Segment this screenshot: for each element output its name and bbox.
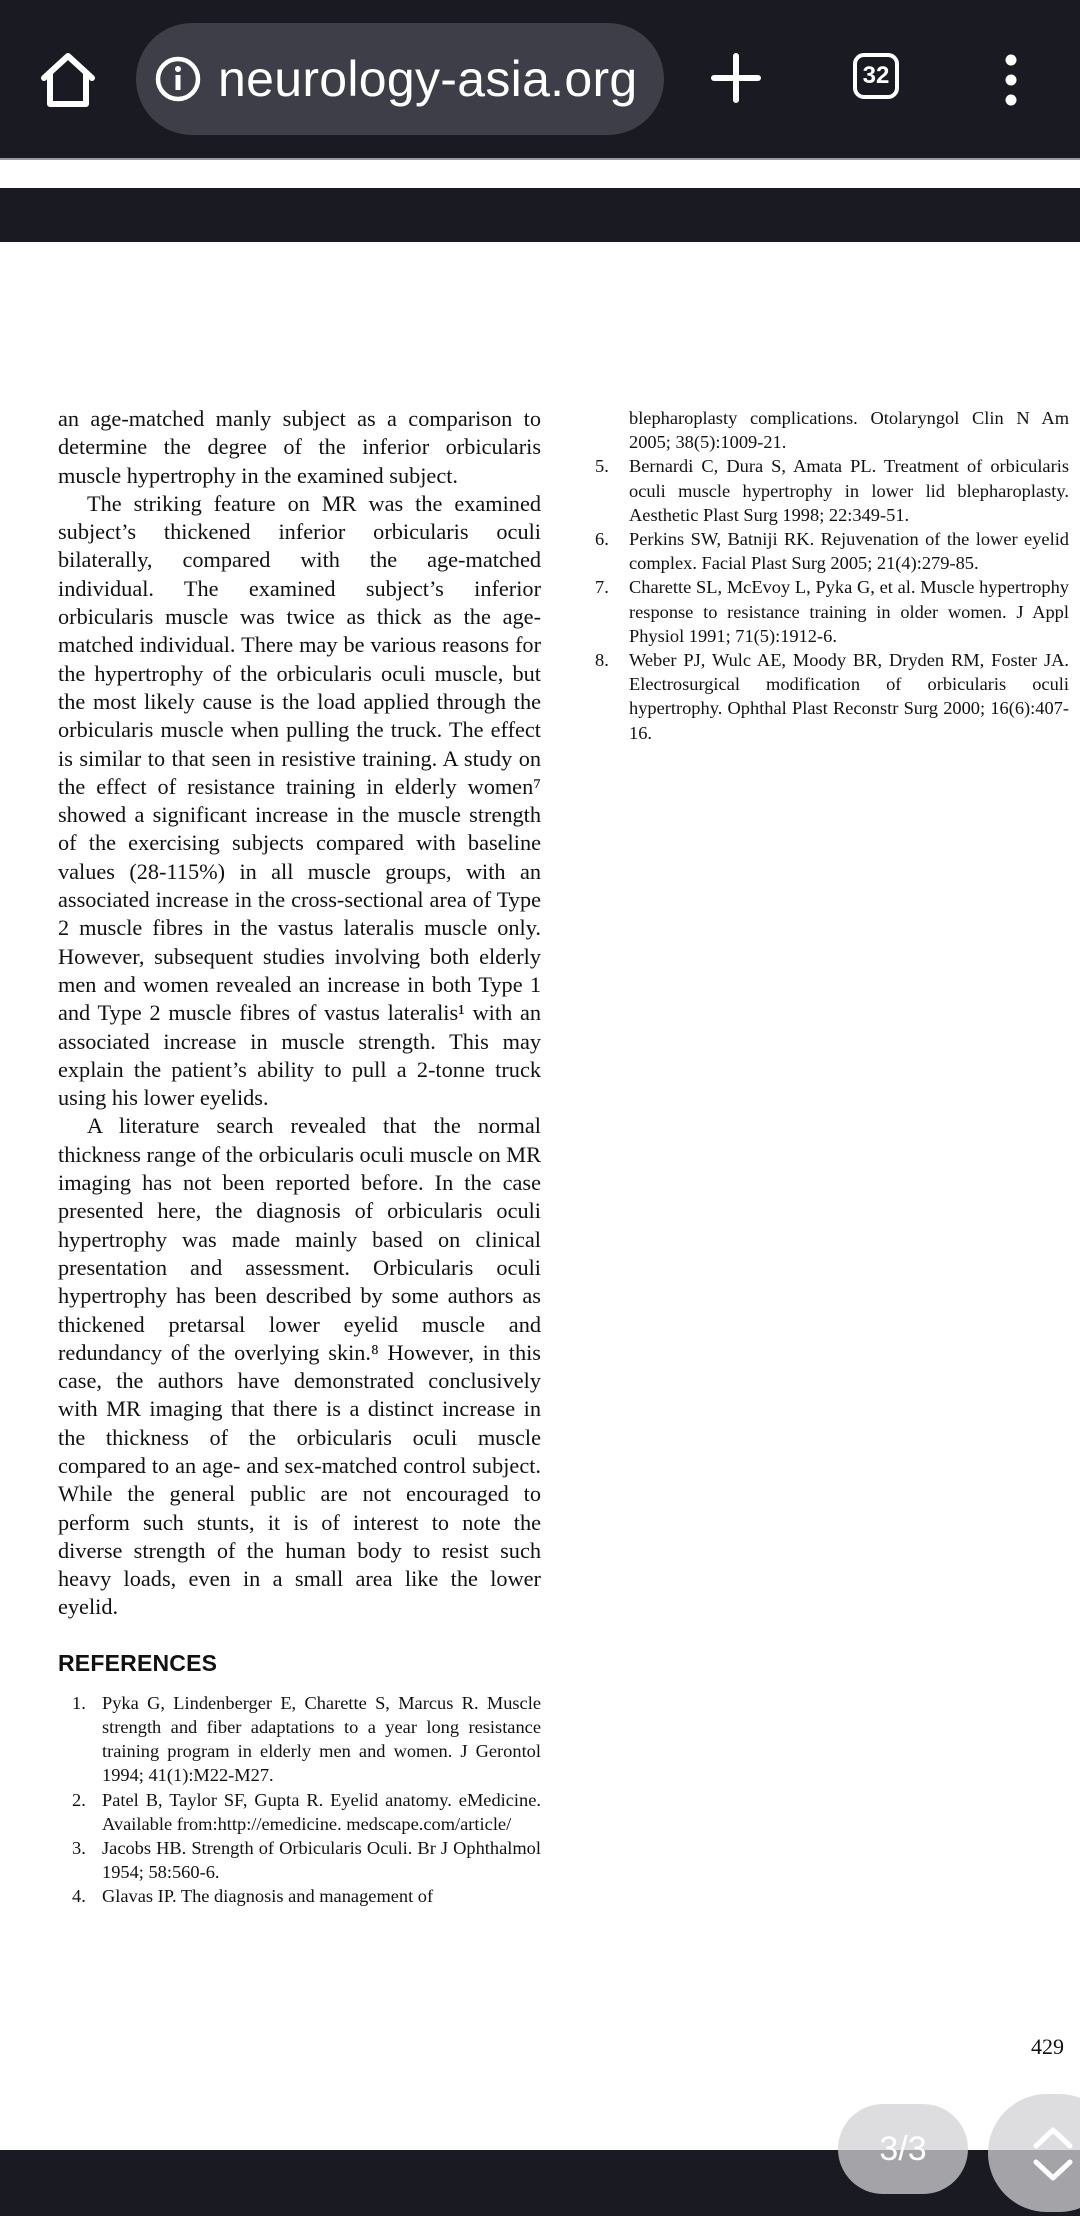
reference-item bbox=[595, 648, 1069, 745]
references-list-continued bbox=[595, 406, 1069, 745]
browser-toolbar bbox=[0, 0, 1080, 158]
reference-number: 3. bbox=[72, 1837, 86, 1858]
article-paragraph: A literature search revealed that the normal thickness range of the orbicularis oculi muscle on MR imaging has not been reported before. In the case presented here, the diagnosis of orbicularis oculi hypertrophy was made mainly based on clinical presentation and assessment. Orbicularis oculi hypertrophy has been described by some authors as thickened pretarsal lower eyelid muscle and redundancy of the overlying skin.⁸ However, in this case, the authors have demonstrated conclusively with MR imaging that there is a distinct increase in the thickness of the orbicularis oculi muscle compared to an age- and sex-matched control subject. While the general public are not encouraged to perform such stunts, it is of interest to note the diverse strength of the human body to resist such heavy loads, even in a small area like the lower eyelid. bbox=[58, 1113, 541, 1620]
page-header-band bbox=[0, 188, 1080, 242]
menu-icon[interactable] bbox=[996, 54, 1026, 106]
references-list bbox=[58, 1691, 541, 1909]
info-icon[interactable] bbox=[154, 55, 202, 103]
reference-number: 5. bbox=[595, 456, 609, 477]
reference-number: 1. bbox=[72, 1692, 86, 1713]
reference-text: Perkins SW, Batniji RK. Rejuvenation of the lower eyelid complex. Facial Plast Surg 2005; 21(4):279-85. bbox=[629, 529, 1069, 574]
reference-number: 7. bbox=[595, 577, 609, 598]
reference-item bbox=[595, 527, 1069, 575]
references-heading: REFERENCES bbox=[58, 1649, 218, 1676]
article-right-column bbox=[595, 406, 1069, 745]
url-text[interactable]: neurology-asia.org bbox=[218, 51, 638, 107]
reference-item bbox=[58, 1836, 541, 1884]
reference-number: 4. bbox=[72, 1886, 86, 1907]
toolbar-divider bbox=[0, 158, 1080, 188]
reference-text: Pyka G, Lindenberger E, Charette S, Marcus R. Muscle strength and fiber adaptations to a year long resistance training program in elderly men and women. J Gerontol 1994; 41(1):M22-M27. bbox=[102, 1692, 541, 1786]
reference-text: Glavas IP. The diagnosis and management of bbox=[102, 1886, 434, 1907]
article-paragraph: The striking feature on MR was the examined subject’s thickened inferior orbicularis oculi bilaterally, compared with the age-matched individual. The examined subject’s inferior orbicularis muscle was twice as thick as the age-matched individual. There may be various reasons for the hypertrophy of the orbicularis oculi muscle, but the most likely cause is the load applied through the orbicularis muscle when pulling the truck. The effect is similar to that seen in resistive training. A study on the effect of resistance training in elderly women⁷ showed a significant increase in the muscle strength of the exercising subjects compared with baseline values (28-115%) in all muscle groups, with an associated increase in the cross-sectional area of Type 2 muscle fibres in the vastus lateralis muscle only. However, subsequent studies involving both elderly men and women revealed an increase in both Type 1 and Type 2 muscle fibres of vastus lateralis¹ with an associated increase in muscle strength. This may explain the patient’s ability to pull a 2-tonne truck using his lower eyelids. bbox=[58, 490, 541, 1111]
reference-text: Bernardi C, Dura S, Amata PL. Treatment of orbicularis oculi muscle hypertrophy in lower lid blepharoplasty. Aesthetic Plast Surg 1998; 22:349-51. bbox=[629, 456, 1069, 525]
page-indicator: 3/3 bbox=[838, 2104, 968, 2194]
reference-text: Jacobs HB. Strength of Orbicularis Oculi. Br J Ophthalmol 1954; 58:560-6. bbox=[102, 1837, 541, 1883]
toolbar-divider-line bbox=[0, 158, 1080, 160]
article-paragraph: an age-matched manly subject as a comparison to determine the degree of the inferior orbicularis muscle hypertrophy in the examined subject. bbox=[58, 406, 541, 488]
tabs-icon[interactable] bbox=[853, 53, 899, 99]
home-icon[interactable] bbox=[36, 48, 100, 112]
reference-continuation bbox=[595, 406, 1069, 454]
tab-count: 32 bbox=[862, 62, 890, 89]
reference-text: Patel B, Taylor SF, Gupta R. Eyelid anatomy. eMedicine. Available from:http://emedicine. medscape.com/article/ bbox=[102, 1789, 541, 1834]
page-number: 429 bbox=[1031, 2034, 1064, 2059]
reference-item bbox=[58, 1884, 541, 1908]
reference-number: 6. bbox=[595, 529, 609, 550]
plus-icon[interactable] bbox=[710, 52, 762, 104]
chevron-up-down-icon bbox=[1030, 2124, 1076, 2184]
address-bar[interactable] bbox=[136, 23, 664, 135]
reference-text: blepharoplasty complications. Otolaryngol Clin N Am 2005; 38(5):1009-21. bbox=[629, 408, 1069, 453]
reference-text: Charette SL, McEvoy L, Pyka G, et al. Muscle hypertrophy response to resistance training in older women. J Appl Physiol 1991; 71(5):1912-6. bbox=[629, 577, 1069, 646]
reference-item bbox=[58, 1691, 541, 1788]
reference-item bbox=[58, 1788, 541, 1836]
reference-number: 8. bbox=[595, 650, 609, 671]
reference-text: Weber PJ, Wulc AE, Moody BR, Dryden RM, Foster JA. Electrosurgical modification of orbicularis oculi hypertrophy. Ophthal Plast Reconstr Surg 2000; 16(6):407-16. bbox=[629, 650, 1069, 743]
reference-number: 2. bbox=[72, 1789, 86, 1810]
reference-item bbox=[595, 454, 1069, 527]
reference-item bbox=[595, 575, 1069, 648]
article-left-column bbox=[58, 405, 541, 1909]
